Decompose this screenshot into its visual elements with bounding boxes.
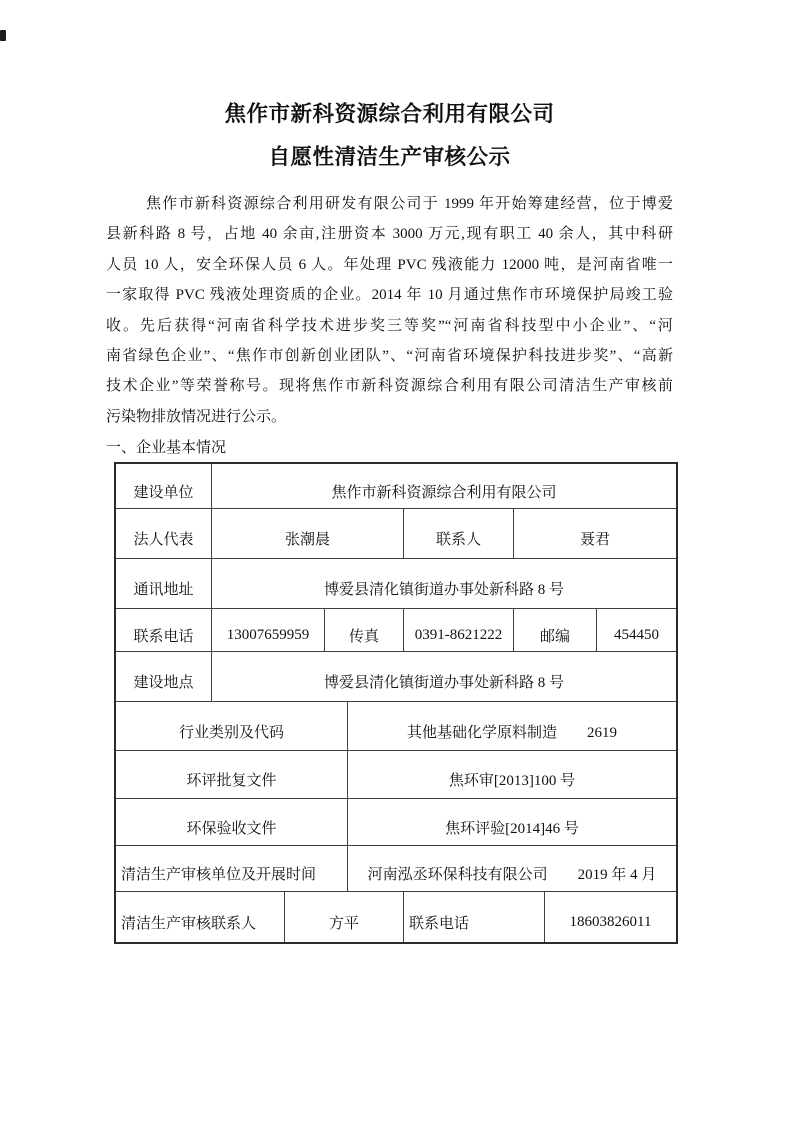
paragraph-line: 县新科路 8 号，占地 40 余亩,注册资本 3000 万元,现有职工 40 余人，其中科研 xyxy=(106,226,673,243)
table-row xyxy=(116,751,676,799)
table-row xyxy=(116,892,676,942)
table-cell-label: 建设地点 xyxy=(116,652,212,701)
table-row xyxy=(116,559,676,609)
table-cell-label: 环评批复文件 xyxy=(116,751,348,798)
table-cell-label: 邮编 xyxy=(514,609,597,651)
table-row xyxy=(116,846,676,892)
scan-artifact xyxy=(0,30,6,41)
document-title: 焦作市新科资源综合利用有限公司 xyxy=(224,102,555,126)
table-cell-value: 454450 xyxy=(614,626,659,643)
table-row xyxy=(116,509,676,559)
table-row xyxy=(116,702,676,751)
table-cell-label: 联系人 xyxy=(404,509,514,558)
table-cell-value: 其他基础化学原料制造 2619 xyxy=(406,724,617,741)
table-cell-label: 环保验收文件 xyxy=(116,799,348,845)
paragraph-line: 焦作市新科资源综合利用研发有限公司于 1999 年开始筹建经营，位于博爱 xyxy=(146,196,673,212)
table-row xyxy=(116,609,676,652)
intro-paragraph xyxy=(106,189,673,432)
table-cell-value: 焦作市新科资源综合利用有限公司 xyxy=(331,484,557,501)
table-cell-value: 焦环审[2013]100 号 xyxy=(448,773,576,790)
table-cell-label: 法人代表 xyxy=(116,509,212,558)
table-row xyxy=(116,799,676,846)
document-subtitle: 自愿性清洁生产审核公示 xyxy=(268,145,511,169)
paragraph-line: 收。先后获得“河南省科学技术进步奖三等奖”“河南省科技型中小企业”、“河 xyxy=(106,317,673,334)
table-cell-value: 焦环评验[2014]46 号 xyxy=(445,820,579,837)
table-cell-value: 18603826011 xyxy=(569,913,652,930)
table-row xyxy=(116,652,676,702)
paragraph-line: 人员 10 人，安全环保人员 6 人。年处理 PVC 残液能力 12000 吨，是河南省唯一 xyxy=(106,256,673,273)
table-cell-value: 博爱县清化镇街道办事处新科路 8 号 xyxy=(323,675,564,692)
table-cell-value: 方平 xyxy=(285,892,404,942)
paragraph-line: 南省绿色企业”、“焦作市创新创业团队”、“河南省环境保护科技进步奖”、“高新 xyxy=(106,348,673,365)
table-cell-label: 通讯地址 xyxy=(116,559,212,608)
table-cell-value: 张潮晨 xyxy=(212,509,404,558)
paragraph-line: 技术企业”等荣誉称号。现将焦作市新科资源综合利用有限公司清洁生产审核前 xyxy=(106,378,673,395)
paragraph-line: 一家取得 PVC 残液处理资质的企业。2014 年 10 月通过焦作市环境保护局竣工验 xyxy=(106,287,673,304)
section-heading-basic-info: 一、企业基本情况 xyxy=(106,440,227,457)
table-cell-label: 联系电话 xyxy=(116,609,212,651)
table-cell-label: 传真 xyxy=(325,609,404,651)
company-basic-info-table xyxy=(114,462,678,944)
table-cell-label: 联系电话 xyxy=(404,892,545,942)
paragraph-line: 污染物排放情况进行公示。 xyxy=(106,408,287,425)
table-cell-value: 13007659959 xyxy=(212,609,325,651)
table-row xyxy=(116,464,676,509)
table-cell-label: 清洁生产审核单位及开展时间 xyxy=(116,846,348,891)
table-cell-value: 0391-8621222 xyxy=(404,609,514,651)
table-cell-value: 博爱县清化镇街道办事处新科路 8 号 xyxy=(323,582,564,599)
table-cell-value: 聂君 xyxy=(579,532,610,549)
table-cell-value: 河南泓丞环保科技有限公司 2019 年 4 月 xyxy=(367,867,657,884)
table-cell-label: 建设单位 xyxy=(116,464,212,508)
table-cell-label: 清洁生产审核联系人 xyxy=(116,892,285,942)
table-cell-label: 行业类别及代码 xyxy=(116,702,348,750)
